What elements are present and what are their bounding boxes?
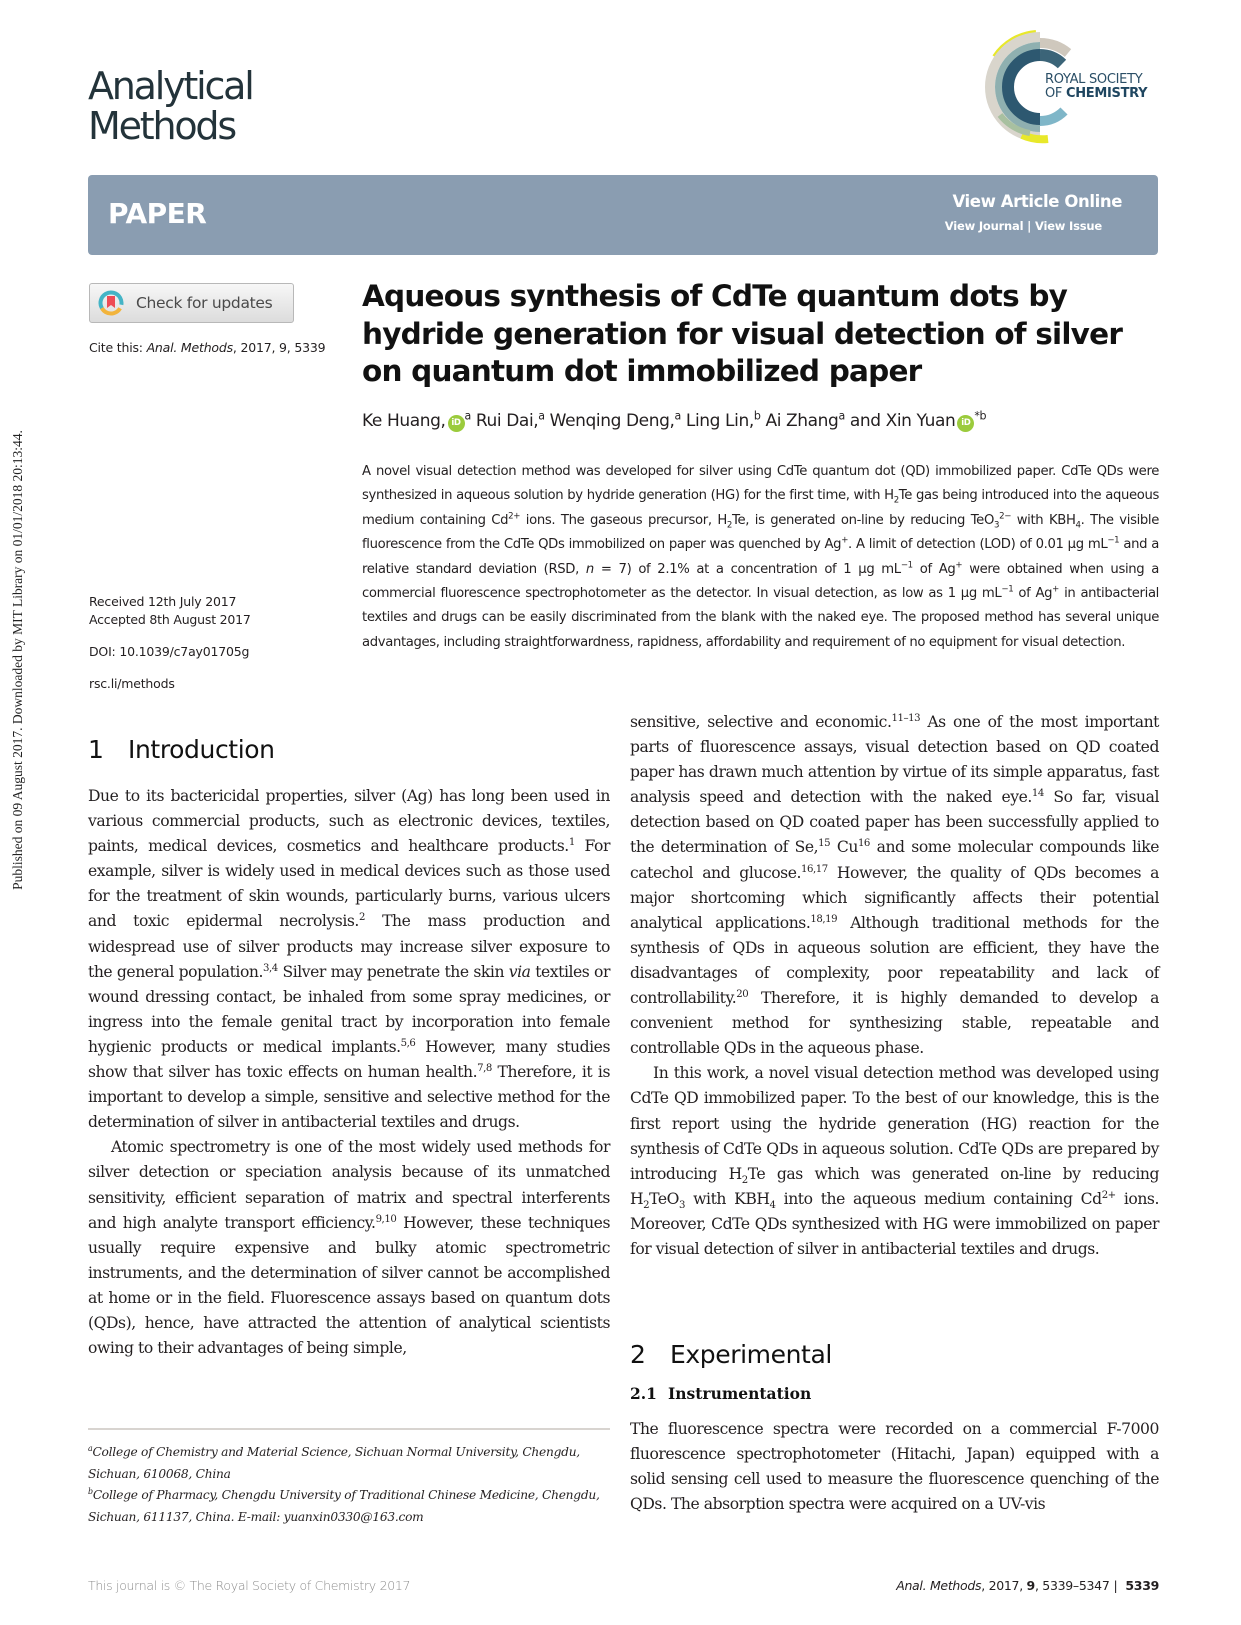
text: For example, silver is widely used in medical devices such as those used for the treatment of skin wounds, particularly burns, various ulcers and toxic epidermal necrolysis.: [88, 837, 610, 931]
footnote-b: [88, 1485, 610, 1528]
subscript: 4: [1075, 520, 1081, 531]
view-links: [945, 219, 1102, 233]
abstract-text: Te, is generated on-line by reducing TeO: [732, 512, 994, 528]
footer-pages: , 5339–5347: [1034, 1578, 1110, 1593]
text: with KBH: [685, 1189, 770, 1208]
received-date: Received 12th July 2017: [89, 594, 237, 609]
orcid-icon[interactable]: iD: [448, 415, 465, 432]
text: into the aqueous medium containing Cd: [775, 1189, 1102, 1208]
affiliation-mark: b: [753, 409, 761, 423]
cite-volume: 9: [279, 340, 287, 355]
text: Therefore, it is highly demanded to develop a convenient method for synthesizing stable, repeatable and controllable QDs in the aqueous phase.: [630, 989, 1159, 1058]
author-name: Ai Zhang: [760, 411, 839, 431]
citation-ref[interactable]: 16: [857, 838, 870, 850]
abstract-text: . A limit of detection (LOD) of 0.01 µg mL: [848, 537, 1108, 553]
body-column-left: [88, 784, 610, 1361]
citation-ref[interactable]: 20: [736, 988, 749, 1000]
text: Silver may penetrate the skin: [277, 962, 509, 981]
doi[interactable]: DOI: 10.1039/c7ay01705g: [89, 644, 250, 659]
author: [545, 411, 681, 431]
abstract: [362, 460, 1159, 655]
abstract-text: and a relative standard deviation (RSD,: [362, 537, 1159, 577]
superscript: −1: [900, 560, 913, 571]
article-title: Aqueous synthesis of CdTe quantum dots by hydride generation for visual detection of silver on quantum dot immobilized paper: [362, 279, 1123, 388]
publisher-name: [1045, 73, 1147, 101]
text: In this work, a novel visual detection method was developed using CdTe QD immobilized paper. To the best of our knowledge, this is the first report using the hydride generation (HG) reaction for the synthesis of CdTe QDs in aqueous solution. CdTe QDs are prepared by introducing H: [630, 1064, 1159, 1183]
journal-url[interactable]: rsc.li/methods: [89, 676, 175, 691]
abstract-text: were obtained when using a commercial fluorescence spectrophotometer as the detector. In visual detection, as low as 1 µg mL: [362, 561, 1159, 602]
footnote-mark: b: [88, 1486, 93, 1496]
affiliation-mark: a: [674, 409, 681, 423]
footer-year: , 2017,: [981, 1578, 1027, 1593]
superscript: +: [841, 535, 849, 546]
abstract-text: A novel visual detection method was developed for silver using CdTe quantum dot (QD) immobilized paper. CdTe QDs were synthesized in aqueous solution by hydride generation (HG) for the first time, with H: [362, 464, 1159, 504]
orcid-icon[interactable]: iD: [957, 415, 974, 432]
superscript: −1: [1001, 584, 1014, 595]
text: However, many studies show that silver has toxic effects on human health.: [88, 1037, 610, 1082]
citation-ref[interactable]: 1: [568, 837, 575, 848]
superscript: 2+: [1101, 1189, 1116, 1201]
section-number: 2: [630, 1340, 646, 1369]
cite-journal: Anal. Methods: [146, 340, 233, 355]
affiliation-footnotes: [88, 1442, 610, 1528]
footnote-text: College of Chemistry and Material Science, Sichuan Normal University, Chengdu, Sichuan, 610068, China: [88, 1445, 580, 1481]
abstract-text: in antibacterial textiles and drugs can be easily discriminated from the blank with the naked eye. The proposed method has several unique advantages, including straightforwardness, rapidness, affordability and requirement of no equipment for visual detection.: [362, 586, 1159, 650]
section-heading-experimental: [630, 1340, 832, 1369]
subscript: 2: [893, 496, 899, 507]
text: So far, visual detection based on QD coated paper has been successfully applied to the determination of Se,: [630, 788, 1159, 857]
footer-volume: 9: [1026, 1578, 1035, 1593]
view-article-online-link[interactable]: View Article Online: [952, 192, 1122, 211]
italic-text: via: [508, 962, 531, 981]
download-watermark: [6, 360, 30, 960]
body-column-right: [630, 710, 1159, 1262]
crossmark-icon: [98, 290, 124, 316]
subscript: 4: [769, 1199, 776, 1211]
text: Therefore, it is important to develop a simple, sensitive and selective method for the determination of silver in antibacterial textiles and drugs.: [88, 1063, 610, 1132]
abstract-text: of Ag: [1013, 586, 1053, 602]
text: However, these techniques usually require expensive and bulky atomic spectrometric instruments, and the determination of silver cannot be accomplished at home or in the field. Fluorescence assays based on quantum dots (QDs), hence, have attracted the attention of analytical scientists owing to their advantages of being simple,: [88, 1213, 610, 1358]
affiliation-mark: a: [464, 409, 471, 423]
subscript: 2: [643, 1199, 650, 1211]
subsection-heading-instrumentation: [630, 1384, 811, 1403]
citation-ref[interactable]: 3,4: [263, 962, 278, 974]
download-note-text: Published on 09 August 2017. Downloaded by MIT Library on 01/01/2018 20:13:44.: [10, 430, 25, 890]
text: Due to its bactericidal properties, silver (Ag) has long been used in various commercial products, such as electronic devices, textiles, paints, medical devices, cosmetics and healthcare products.: [88, 787, 610, 856]
citation-ref[interactable]: 14: [1031, 788, 1044, 800]
citation-ref[interactable]: 9,10: [375, 1213, 397, 1225]
view-journal-link[interactable]: View Journal: [944, 219, 1024, 233]
publisher-line1: ROYAL SOCIETY: [1045, 72, 1143, 87]
check-for-updates-button[interactable]: [89, 283, 294, 323]
superscript: −1: [1107, 535, 1120, 546]
footnote-mark: a: [88, 1443, 93, 1453]
section-title: Experimental: [670, 1340, 832, 1369]
text: TeO: [649, 1189, 680, 1208]
paragraph: [88, 1135, 610, 1361]
subscript: 3: [679, 1199, 686, 1211]
accepted-date: Accepted 8th August 2017: [89, 612, 251, 627]
citation-ref[interactable]: 5,6: [400, 1037, 416, 1049]
section-number: 1: [88, 735, 104, 764]
abstract-text: = 7) of 2.1% at a concentration of 1 µg mL: [593, 561, 901, 577]
subscript: 3: [993, 520, 1000, 531]
text: sensitive, selective and economic.: [630, 713, 892, 731]
text: Atomic spectrometry is one of the most widely used methods for silver detection or speciation analysis because of its unmatched sensitivity, efficient separation of matrix and spectral interferents and high analyte transport efficiency.: [88, 1138, 610, 1232]
cite-prefix: Cite this:: [89, 340, 147, 355]
author-name: Wenqing Deng,: [544, 411, 675, 431]
text: ions. Moreover, CdTe QDs synthesized with HG were immobilized on paper for visual detection of silver in antibacterial textiles and drugs.: [630, 1189, 1159, 1258]
paragraph: [88, 784, 610, 1135]
author-list: [362, 411, 986, 432]
affiliation-mark: a: [838, 409, 845, 423]
publisher-line2-bold: CHEMISTRY: [1065, 86, 1148, 101]
text: Cu: [830, 838, 858, 857]
text: and some molecular compounds like catechol and glucose.: [630, 838, 1159, 882]
abstract-text: with KBH: [1011, 512, 1076, 528]
section-title: Introduction: [128, 735, 275, 764]
superscript: 2+: [508, 511, 521, 522]
text: textiles or wound dressing contact, be inhaled from some spray medicines, or ingress into the female genital tract by incorporation into female hygienic products or medical implants.: [88, 962, 610, 1056]
author: [362, 411, 471, 431]
instrumentation-text: [630, 1417, 1159, 1517]
author-name: Ling Lin,: [680, 411, 754, 431]
paragraph: [630, 1061, 1159, 1262]
footer-journal: Anal. Methods: [896, 1578, 982, 1593]
copyright-footer: This journal is © The Royal Society of Chemistry 2017: [88, 1578, 411, 1593]
subscript: 2: [726, 520, 733, 531]
author: [760, 411, 844, 431]
abstract-text: . The visible fluorescence from the CdTe QDs immobilized on paper was quenched by Ag: [362, 512, 1159, 553]
abstract-text: of Ag: [912, 561, 956, 577]
abstract-text: Te gas being introduced into the aqueous medium containing Cd: [362, 488, 1159, 528]
abstract-text: ions. The gaseous precursor, H: [520, 512, 727, 528]
subsection-number: 2.1: [630, 1384, 657, 1403]
section-heading-introduction: [88, 735, 275, 764]
footnote-a: [88, 1442, 610, 1485]
footnote-divider: [88, 1428, 610, 1430]
journal-title-line1: Analytical: [88, 64, 253, 108]
text: As one of the most important parts of fluorescence assays, visual detection based on QD coated paper has drawn much attention by virtue of its simple apparatus, fast analysis speed and detection with the naked eye.: [630, 713, 1160, 807]
superscript: 2−: [999, 511, 1012, 522]
journal-title-line2: Methods: [88, 104, 235, 148]
text: Although traditional methods for the synthesis of QDs in aqueous solution are efficient, they have the disadvantages of complexity, poor repeatability and lack of controllability.: [630, 913, 1159, 1008]
text: Te gas which was generated on-line by reducing H: [630, 1164, 1159, 1208]
paragraph: The fluorescence spectra were recorded on a commercial F-7000 fluorescence spectrophotometer (Hitachi, Japan) equipped with a solid sensing cell used to measure the fluorescence quenching of the QDs. The absorption spectra were acquired on a UV-vis: [630, 1420, 1159, 1514]
author-name: Rui Dai,: [470, 411, 539, 431]
citation-ref[interactable]: 7,8: [477, 1062, 492, 1074]
citation-ref[interactable]: 2: [358, 912, 365, 924]
cite-page: , 5339: [286, 340, 326, 355]
citation-ref[interactable]: 16,17: [801, 863, 828, 875]
view-issue-link[interactable]: View Issue: [1034, 219, 1102, 233]
affiliation-mark: *b: [974, 409, 987, 423]
affiliation-mark: a: [538, 409, 545, 423]
author-name: Ke Huang,: [362, 411, 446, 431]
author-name: and Xin Yuan: [844, 411, 956, 431]
author: [845, 411, 986, 431]
text: However, the quality of QDs becomes a major shortcoming which significantly affects their potential analytical applications.: [630, 863, 1159, 932]
citation-ref[interactable]: 18,19: [810, 913, 838, 925]
publisher-line2-prefix: OF: [1045, 86, 1066, 101]
footer-separator: |: [1113, 1578, 1118, 1593]
citation-ref[interactable]: 15: [818, 838, 831, 850]
citation-ref[interactable]: 11–13: [891, 712, 921, 724]
text: The mass production and widespread use of silver products may increase silver exposure to the general population.: [88, 912, 610, 981]
link-separator: |: [1023, 219, 1035, 233]
author: [681, 411, 761, 431]
article-type-label: PAPER: [108, 197, 207, 230]
citation: [89, 340, 325, 355]
superscript: +: [955, 560, 963, 571]
journal-logo: [88, 66, 253, 146]
page-citation-footer: [896, 1578, 1159, 1593]
check-for-updates-label: Check for updates: [136, 294, 273, 312]
footnote-text: College of Pharmacy, Chengdu University of Traditional Chinese Medicine, Chengdu, Sichuan, 611137, China. E-mail: yuanxin0330@163.com: [88, 1488, 600, 1524]
article-type-banner: [88, 175, 1158, 255]
author: [471, 411, 545, 431]
cite-year: , 2017,: [232, 340, 280, 355]
subscript: 2: [741, 1174, 748, 1186]
italic-text: n: [585, 561, 594, 577]
superscript: +: [1052, 584, 1060, 595]
paragraph: [630, 710, 1159, 1061]
page-number: 5339: [1125, 1578, 1159, 1593]
subsection-title: Instrumentation: [668, 1384, 812, 1403]
